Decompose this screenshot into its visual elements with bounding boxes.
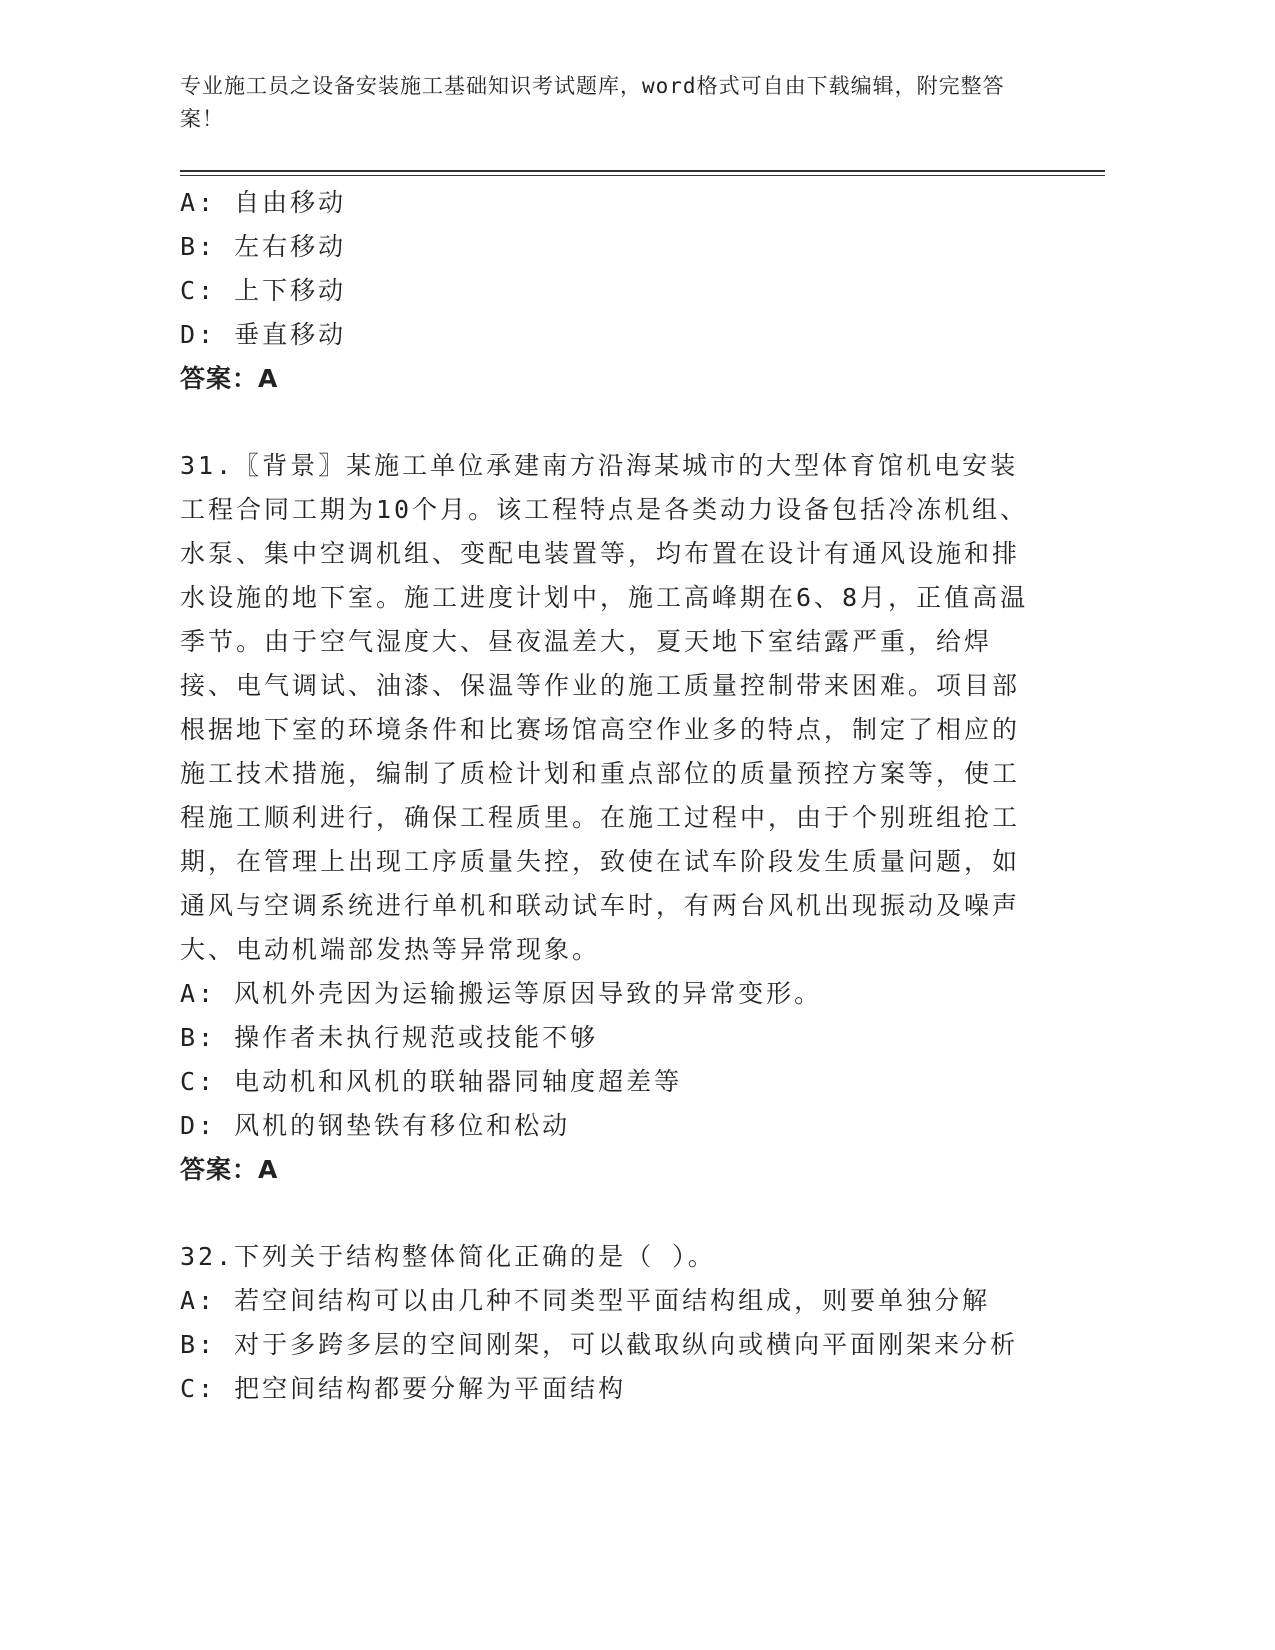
option-b: B: 操作者未执行规范或技能不够 xyxy=(180,1023,599,1052)
option-a: A: 自由移动 xyxy=(180,188,347,217)
question-30-tail xyxy=(180,181,1040,401)
option-a: A: 风机外壳因为运输搬运等原因导致的异常变形。 xyxy=(180,979,823,1008)
header-divider-thick xyxy=(180,170,1105,172)
option-a: A: 若空间结构可以由几种不同类型平面结构组成，则要单独分解 xyxy=(180,1286,991,1315)
option-b: B: 对于多跨多层的空间刚架，可以截取纵向或横向平面刚架来分析 xyxy=(180,1330,1019,1359)
spacer xyxy=(180,1192,1040,1235)
answer-line: 答案：A xyxy=(180,1155,279,1184)
option-c: C: 电动机和风机的联轴器同轴度超差等 xyxy=(180,1067,683,1096)
question-stem: 31.〖背景〗某施工单位承建南方沿海某城市的大型体育馆机电安装工程合同工期为10个月。该工程特点是各类动力设备包括冷冻机组、水泵、集中空调机组、变配电装置等，均布置在设计有通风设施和排水设施的地下室。施工进度计划中，施工高峰期在6、8月，正值高温季节。由于空气湿度大、昼夜温差大，夏天地下室结露严重，给焊接、电气调试、油漆、保温等作业的施工质量控制带来困难。项目部根据地下室的环境条件和比赛场馆高空作业多的特点，制定了相应的施工技术措施，编制了质检计划和重点部位的质量预控方案等，使工程施工顺利进行，确保工程质里。在施工过程中，由于个别班组抢工期，在管理上出现工序质量失控，致使在试车阶段发生质量问题，如通风与空调系统进行单机和联动试车时，有两台风机出现振动及噪声大、电动机端部发热等异常现象。 xyxy=(180,451,1029,964)
header-divider-thin xyxy=(180,175,1105,176)
document-header: 专业施工员之设备安装施工基础知识考试题库，word格式可自由下载编辑，附完整答案！ xyxy=(180,74,1005,131)
spacer xyxy=(180,401,1040,444)
question-stem: 32.下列关于结构整体简化正确的是（ ）。 xyxy=(180,1242,716,1271)
question-31 xyxy=(180,444,1040,1192)
option-d: D: 垂直移动 xyxy=(180,320,347,349)
option-d: D: 风机的钢垫铁有移位和松动 xyxy=(180,1111,571,1140)
answer-line: 答案：A xyxy=(180,364,279,393)
document-body xyxy=(180,181,1040,1411)
option-c: C: 上下移动 xyxy=(180,276,347,305)
option-c: C: 把空间结构都要分解为平面结构 xyxy=(180,1374,627,1403)
option-b: B: 左右移动 xyxy=(180,232,347,261)
question-32 xyxy=(180,1235,1040,1411)
